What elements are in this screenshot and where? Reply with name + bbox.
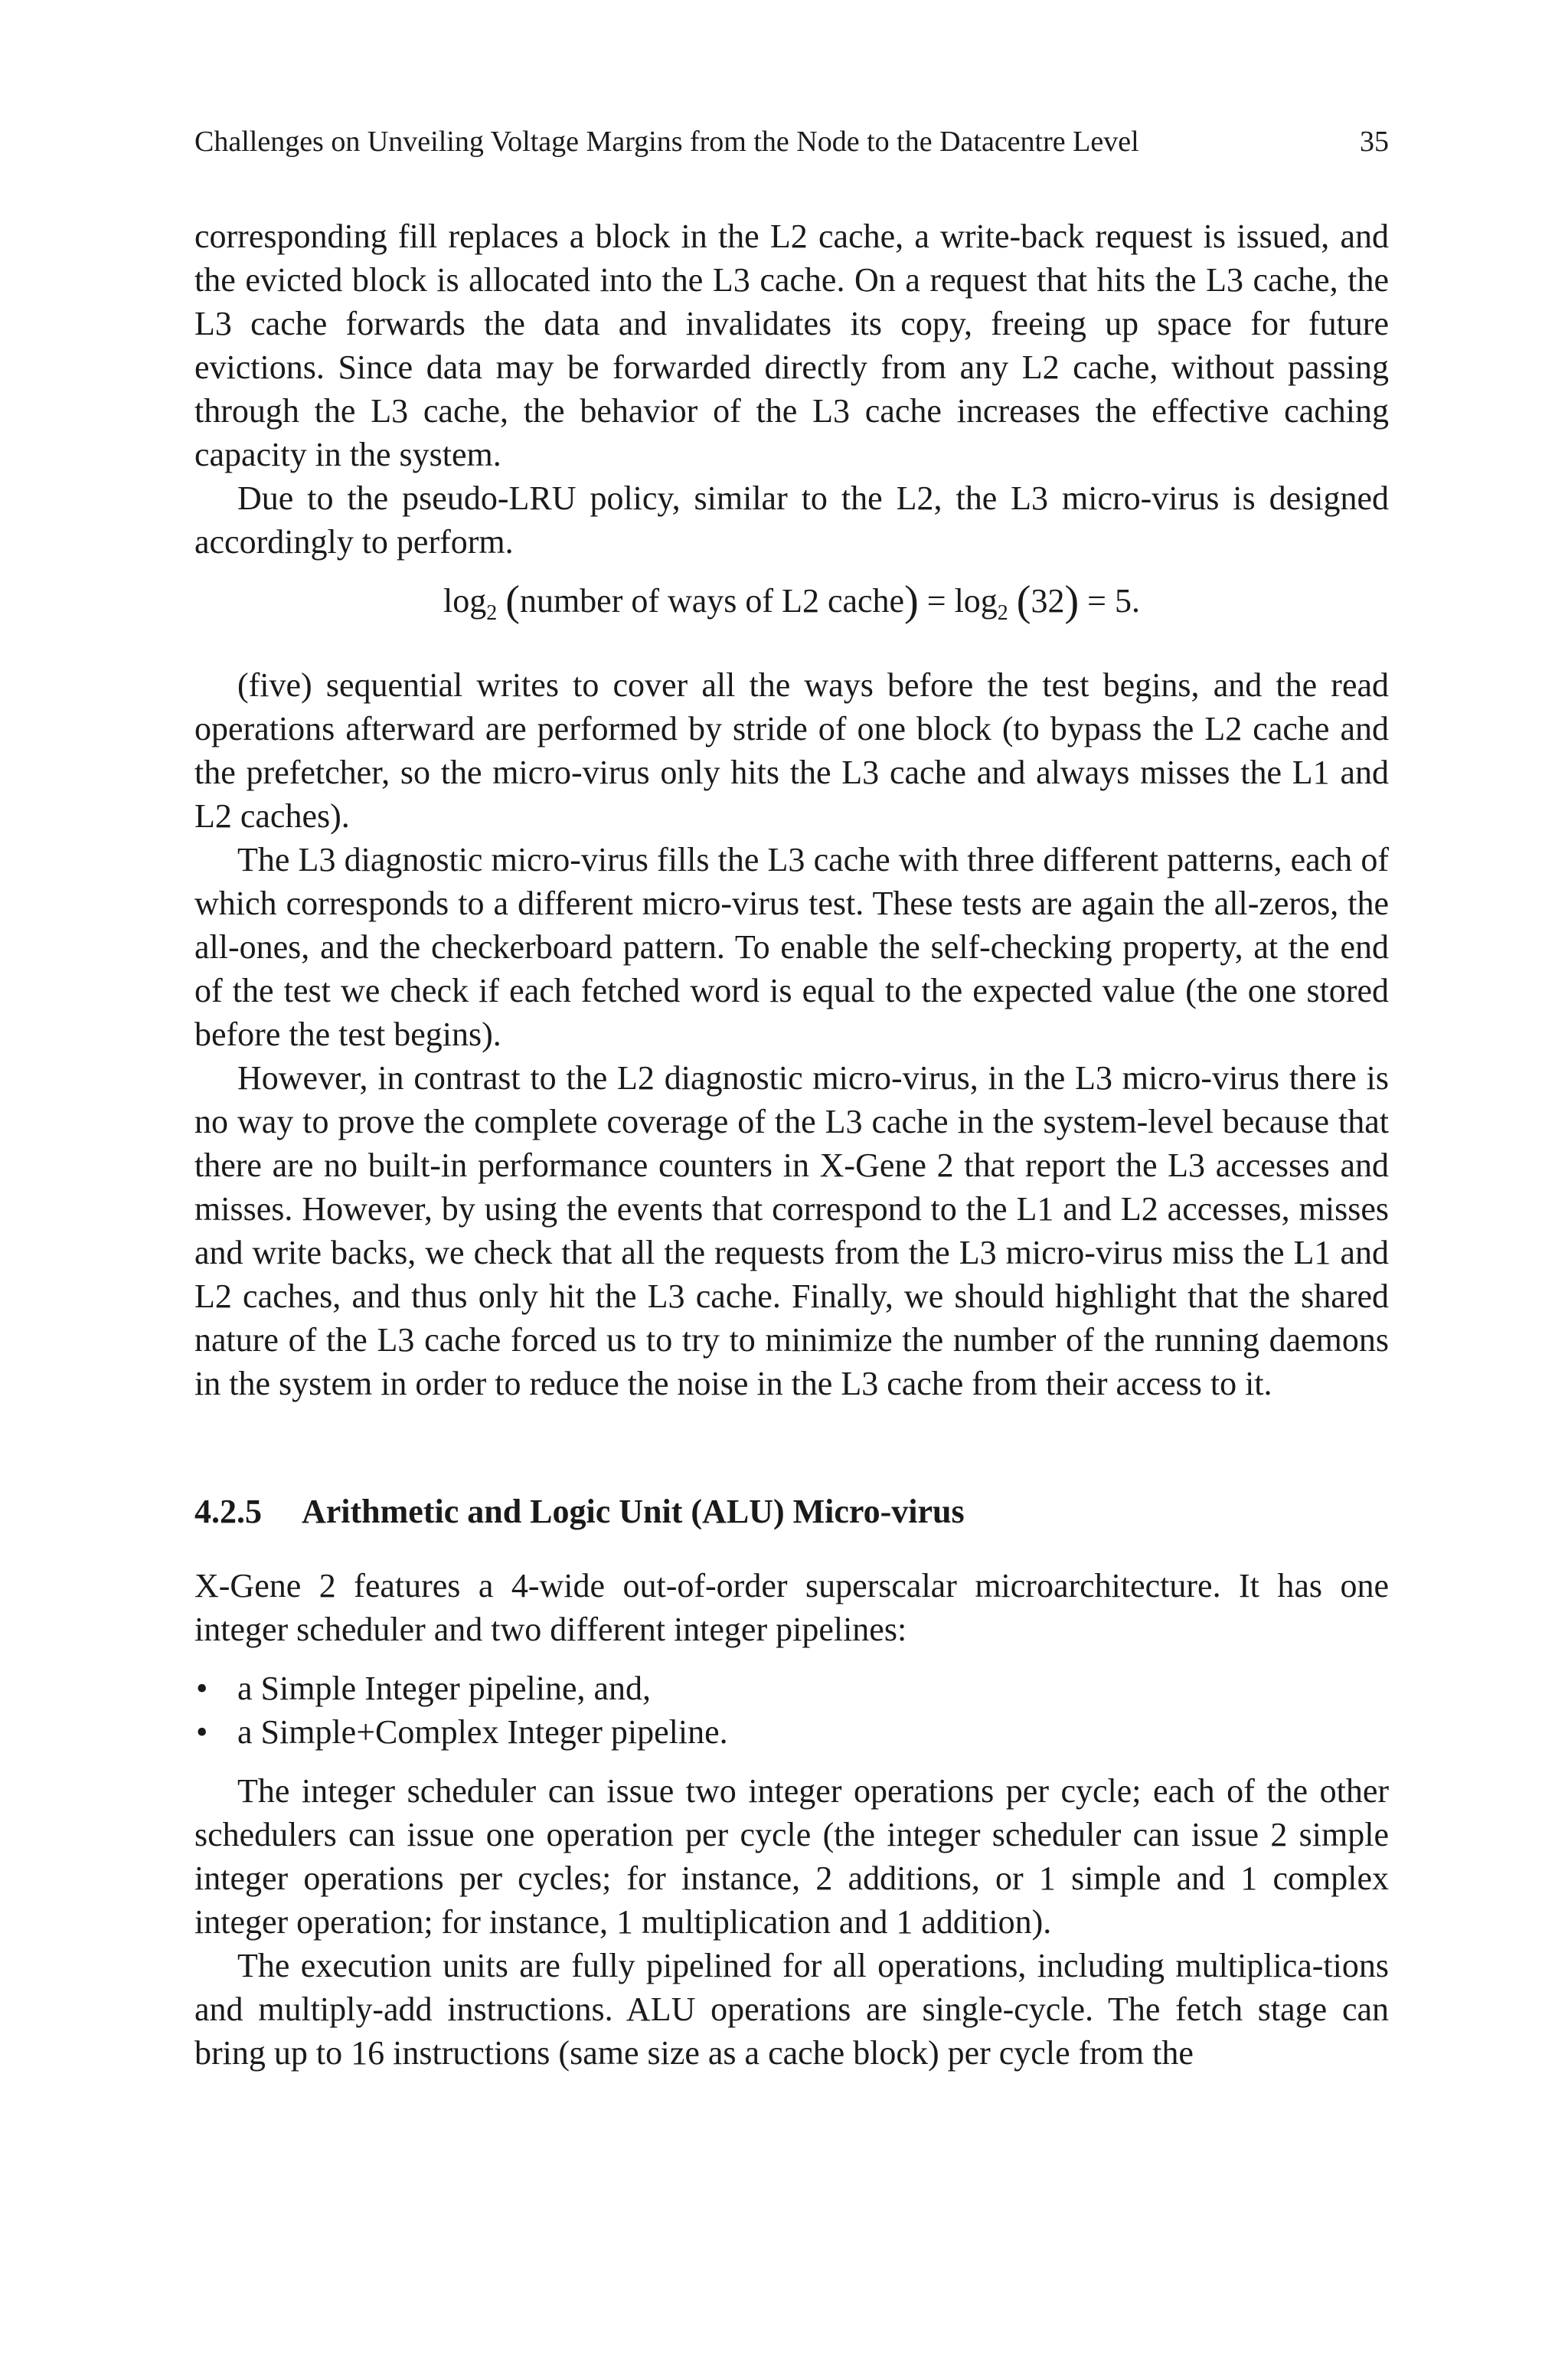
paragraph-7: The integer scheduler can issue two integer operations per cycle; each of the other schedulers can issue one operation per cycle (the integer scheduler can issue 2 simple integer operations per cycles; for instance, 2 additions, or 1 simple and 1 complex integer operation; for instance, 1 multiplication and 1 addition). [194, 1771, 1389, 1941]
list-item [194, 1667, 1389, 1710]
bullet-list [194, 1667, 1389, 1754]
equation-open-paren-1: ( [505, 577, 520, 625]
equation-equals-1: = [926, 582, 946, 620]
list-item [194, 1710, 1389, 1754]
section-number: 4.2.5 [194, 1492, 262, 1530]
equation-log-1: log [443, 582, 487, 620]
bullet-icon: • [196, 1669, 208, 1707]
section-title: Arithmetic and Logic Unit (ALU) Micro-virus [302, 1492, 965, 1530]
paragraph-1: corresponding fill replaces a block in the L2 cache, a write-back request is issued, and the evicted block is allocated into the L3 cache. On a request that hits the L3 cache, the L3 cache forwards the data and invalidates its copy, freeing up space for future evictions. Since data may be forwarded directly from any L2 cache, without passing through the L3 cache, the behavior of the L3 cache increases the effective caching capacity in the system. [194, 218, 1389, 473]
equation [194, 574, 1389, 640]
paragraph-3: (five) sequential writes to cover all the ways before the test begins, and the read operations afterward are performed by stride of one block (to bypass the L2 cache and the prefetcher, so the micro-virus only hits the L3 cache and always misses the L1 and L2 caches). [194, 666, 1389, 835]
paragraph-5: However, in contrast to the L2 diagnostic micro-virus, in the L3 micro-virus there is no way to prove the complete coverage of the L3 cache in the system-level because that there are no built-in performance counters in X-Gene 2 that report the L3 accesses and misses. However, by using the events that correspond to the L1 and L2 accesses, misses and write backs, we check that all the requests from the L3 micro-virus miss the L1 and L2 caches, and thus only hit the L3 cache. Finally, we should highlight that the shared nature of the L3 cache forced us to try to minimize the number of the running daemons in the system in order to reduce the noise in the L3 cache from their access to it. [194, 1058, 1389, 1402]
bullet-icon: • [196, 1712, 208, 1751]
equation-argument-2: 32 [1031, 582, 1065, 620]
equation-argument-1: number of ways of L2 cache [519, 582, 905, 620]
list-item-text: a Simple+Complex Integer pipeline. [237, 1712, 728, 1751]
equation-close-paren-1: ) [904, 577, 919, 625]
list-item-text: a Simple Integer pipeline, and, [237, 1669, 652, 1707]
equation-open-paren-2: ( [1016, 577, 1031, 625]
body-text [194, 214, 1389, 2075]
equation-subscript-2: 2 [997, 600, 1008, 625]
equation-equals-2: = [1087, 582, 1106, 620]
paragraph-2: Due to the pseudo-LRU policy, similar to the L2, the L3 micro-virus is designed accordingly to perform. [194, 479, 1389, 561]
running-title: Challenges on Unveiling Voltage Margins from the Node to the Datacentre Level [194, 126, 1139, 158]
equation-result: 5. [1114, 582, 1140, 620]
section-heading [194, 1490, 1389, 1533]
page-number: 35 [1360, 126, 1389, 158]
equation-close-paren-2: ) [1064, 577, 1080, 625]
running-head [194, 123, 1389, 161]
equation-log-2: log [954, 582, 998, 620]
paragraph-6: X-Gene 2 features a 4-wide out-of-order superscalar microarchitecture. It has one integer scheduler and two different integer pipelines: [194, 1566, 1389, 1648]
paragraph-4: The L3 diagnostic micro-virus fills the L3 cache with three different patterns, each of which corresponds to a different micro-virus test. These tests are again the all-zeros, the all-ones, and the checkerboard pattern. To enable the self-checking property, at the end of the test we check if each fetched word is equal to the expected value (the one stored before the test begins). [194, 840, 1389, 1053]
paragraph-8: The execution units are fully pipelined for all operations, including multiplica-tions and multiply-add instructions. ALU operations are single-cycle. The fetch stage can bring up to 16 instructions (same size as a cache block) per cycle from the [194, 1946, 1389, 2072]
equation-subscript-1: 2 [486, 600, 498, 625]
